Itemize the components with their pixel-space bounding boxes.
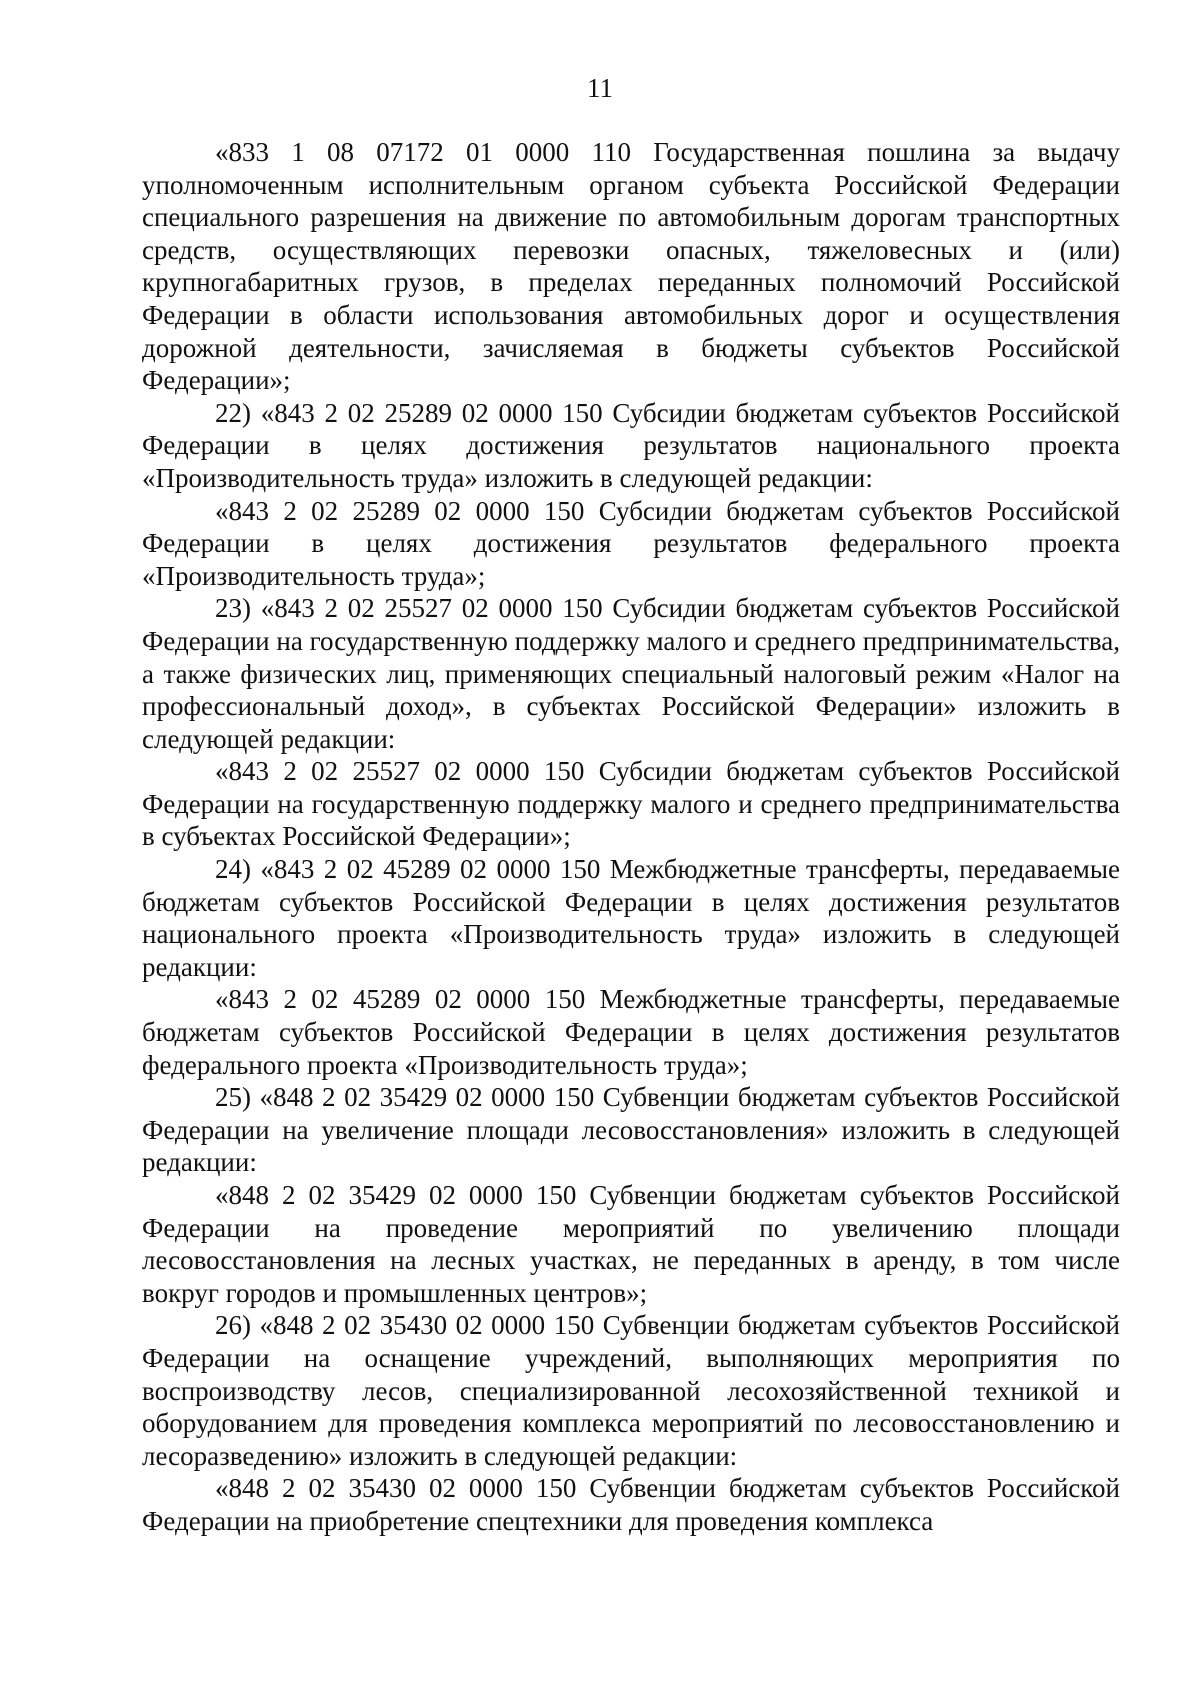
paragraph-item-23: 23) «843 2 02 25527 02 0000 150 Субсидии бюджетам субъектов Российской Федерации на государственную поддержку малого и среднего предпринимательства, а также физических лиц, применяющих специальный налоговый режим «Налог на профессиональный доход», в субъектах Российской Федерации» изложить в следующей редакции: — [142, 593, 1120, 754]
paragraph-item-25-new-wording: «848 2 02 35429 02 0000 150 Субвенции бюджетам субъектов Российской Федерации на проведение мероприятий по увеличению площади лесовосстановления на лесных участках, не переданных в аренду, в том числе вокруг городов и промышленных центров»; — [142, 1180, 1120, 1308]
document-body — [142, 136, 1120, 1538]
paragraph-item-22-new-wording: «843 2 02 25289 02 0000 150 Субсидии бюджетам субъектов Российской Федерации в целях достижения результатов федерального проекта «Производительность труда»; — [142, 495, 1120, 591]
paragraph-item-26-new-wording: «848 2 02 35430 02 0000 150 Субвенции бюджетам субъектов Российской Федерации на приобретение спецтехники для проведения комплекса — [142, 1473, 1120, 1536]
paragraph-item-25: 25) «848 2 02 35429 02 0000 150 Субвенции бюджетам субъектов Российской Федерации на увеличение площади лесовосстановления» изложить в следующей редакции: — [142, 1082, 1120, 1178]
paragraph-item-26: 26) «848 2 02 35430 02 0000 150 Субвенции бюджетам субъектов Российской Федерации на оснащение учреждений, выполняющих мероприятия по воспроизводству лесов, специализированной лесохозяйственной техникой и оборудованием для проведения комплекса мероприятий по лесовосстановлению и лесоразведению» изложить в следующей редакции: — [142, 1310, 1120, 1471]
paragraph-item-24-new-wording: «843 2 02 45289 02 0000 150 Межбюджетные трансферты, передаваемые бюджетам субъектов Российской Федерации в целях достижения результатов федерального проекта «Производительность труда»; — [142, 984, 1120, 1080]
paragraph-item-22: 22) «843 2 02 25289 02 0000 150 Субсидии бюджетам субъектов Российской Федерации в целях достижения результатов национального проекта «Производительность труда» изложить в следующей редакции: — [142, 397, 1120, 493]
paragraph-833-state-duty: «833 1 08 07172 01 0000 110 Государственная пошлина за выдачу уполномоченным исполнительным органом субъекта Российской Федерации специального разрешения на движение по автомобильным дорогам транспортных средств, осуществляющих перевозки опасных, тяжеловесных и (или) крупногабаритных грузов, в пределах переданных полномочий Российской Федерации в области использования автомобильных дорог и осуществления дорожной деятельности, зачисляемая в бюджеты субъектов Российской Федерации»; — [142, 137, 1120, 396]
page-number: 11 — [587, 73, 613, 103]
paragraph-item-24: 24) «843 2 02 45289 02 0000 150 Межбюджетные трансферты, передаваемые бюджетам субъектов Российской Федерации в целях достижения результатов национального проекта «Производительность труда» изложить в следующей редакции: — [142, 854, 1120, 982]
paragraph-item-23-new-wording: «843 2 02 25527 02 0000 150 Субсидии бюджетам субъектов Российской Федерации на государственную поддержку малого и среднего предпринимательства в субъектах Российской Федерации»; — [142, 756, 1120, 852]
